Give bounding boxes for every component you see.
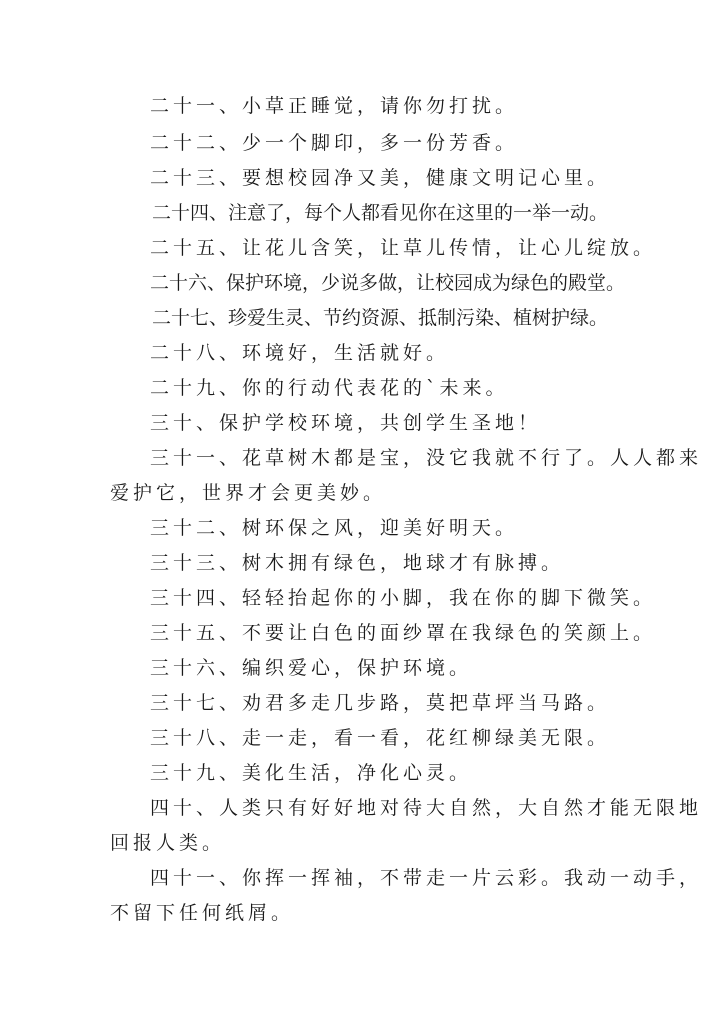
slogan-29: 二十九、你的行动代表花的`未来。 [150, 377, 509, 399]
slogan-41-line2: 不留下任何纸屑。 [110, 902, 295, 924]
slogan-39: 三十九、美化生活，净化心灵。 [150, 762, 473, 784]
slogan-31-line1: 三十一、花草树木都是宝，没它我就不行了。人人都来 [150, 447, 703, 469]
slogan-27: 二十七、珍爱生灵、节约资源、抵制污染、植树护绿。 [152, 307, 609, 329]
slogan-32: 三十二、树环保之风，迎美好明天。 [150, 517, 519, 539]
slogan-38: 三十八、走一走，看一看，花红柳绿美无限。 [150, 727, 611, 749]
slogan-36: 三十六、编织爱心，保护环境。 [150, 657, 473, 679]
slogan-41-line1: 四十一、你挥一挥袖，不带走一片云彩。我动一动手， [150, 867, 703, 889]
slogan-40-line2: 回报人类。 [110, 832, 226, 854]
slogan-31-line2: 爱护它，世界才会更美妙。 [110, 482, 387, 504]
slogan-40-line1: 四十、人类只有好好地对待大自然，大自然才能无限地 [150, 797, 703, 819]
slogan-26: 二十六、保护环境，少说多做，让校园成为绿色的殿堂。 [150, 272, 626, 294]
slogan-23: 二十三、要想校园净又美，健康文明记心里。 [150, 167, 611, 189]
slogan-21: 二十一、小草正睡觉，请你勿打扰。 [150, 95, 519, 117]
slogan-34: 三十四、轻轻抬起你的小脚，我在你的脚下微笑。 [150, 587, 657, 609]
slogan-35: 三十五、不要让白色的面纱罩在我绿色的笑颜上。 [150, 622, 657, 644]
slogan-33: 三十三、树木拥有绿色，地球才有脉搏。 [150, 552, 565, 574]
slogan-30: 三十、保护学校环境，共创学生圣地！ [150, 412, 542, 434]
slogan-22: 二十二、少一个脚印，多一份芳香。 [150, 132, 519, 154]
slogan-28: 二十八、环境好，生活就好。 [150, 342, 450, 364]
slogan-25: 二十五、让花儿含笑，让草儿传情，让心儿绽放。 [150, 237, 657, 259]
slogan-24: 二十四、注意了，每个人都看见你在这里的一举一动。 [152, 202, 609, 224]
slogan-37: 三十七、劝君多走几步路，莫把草坪当马路。 [150, 692, 611, 714]
